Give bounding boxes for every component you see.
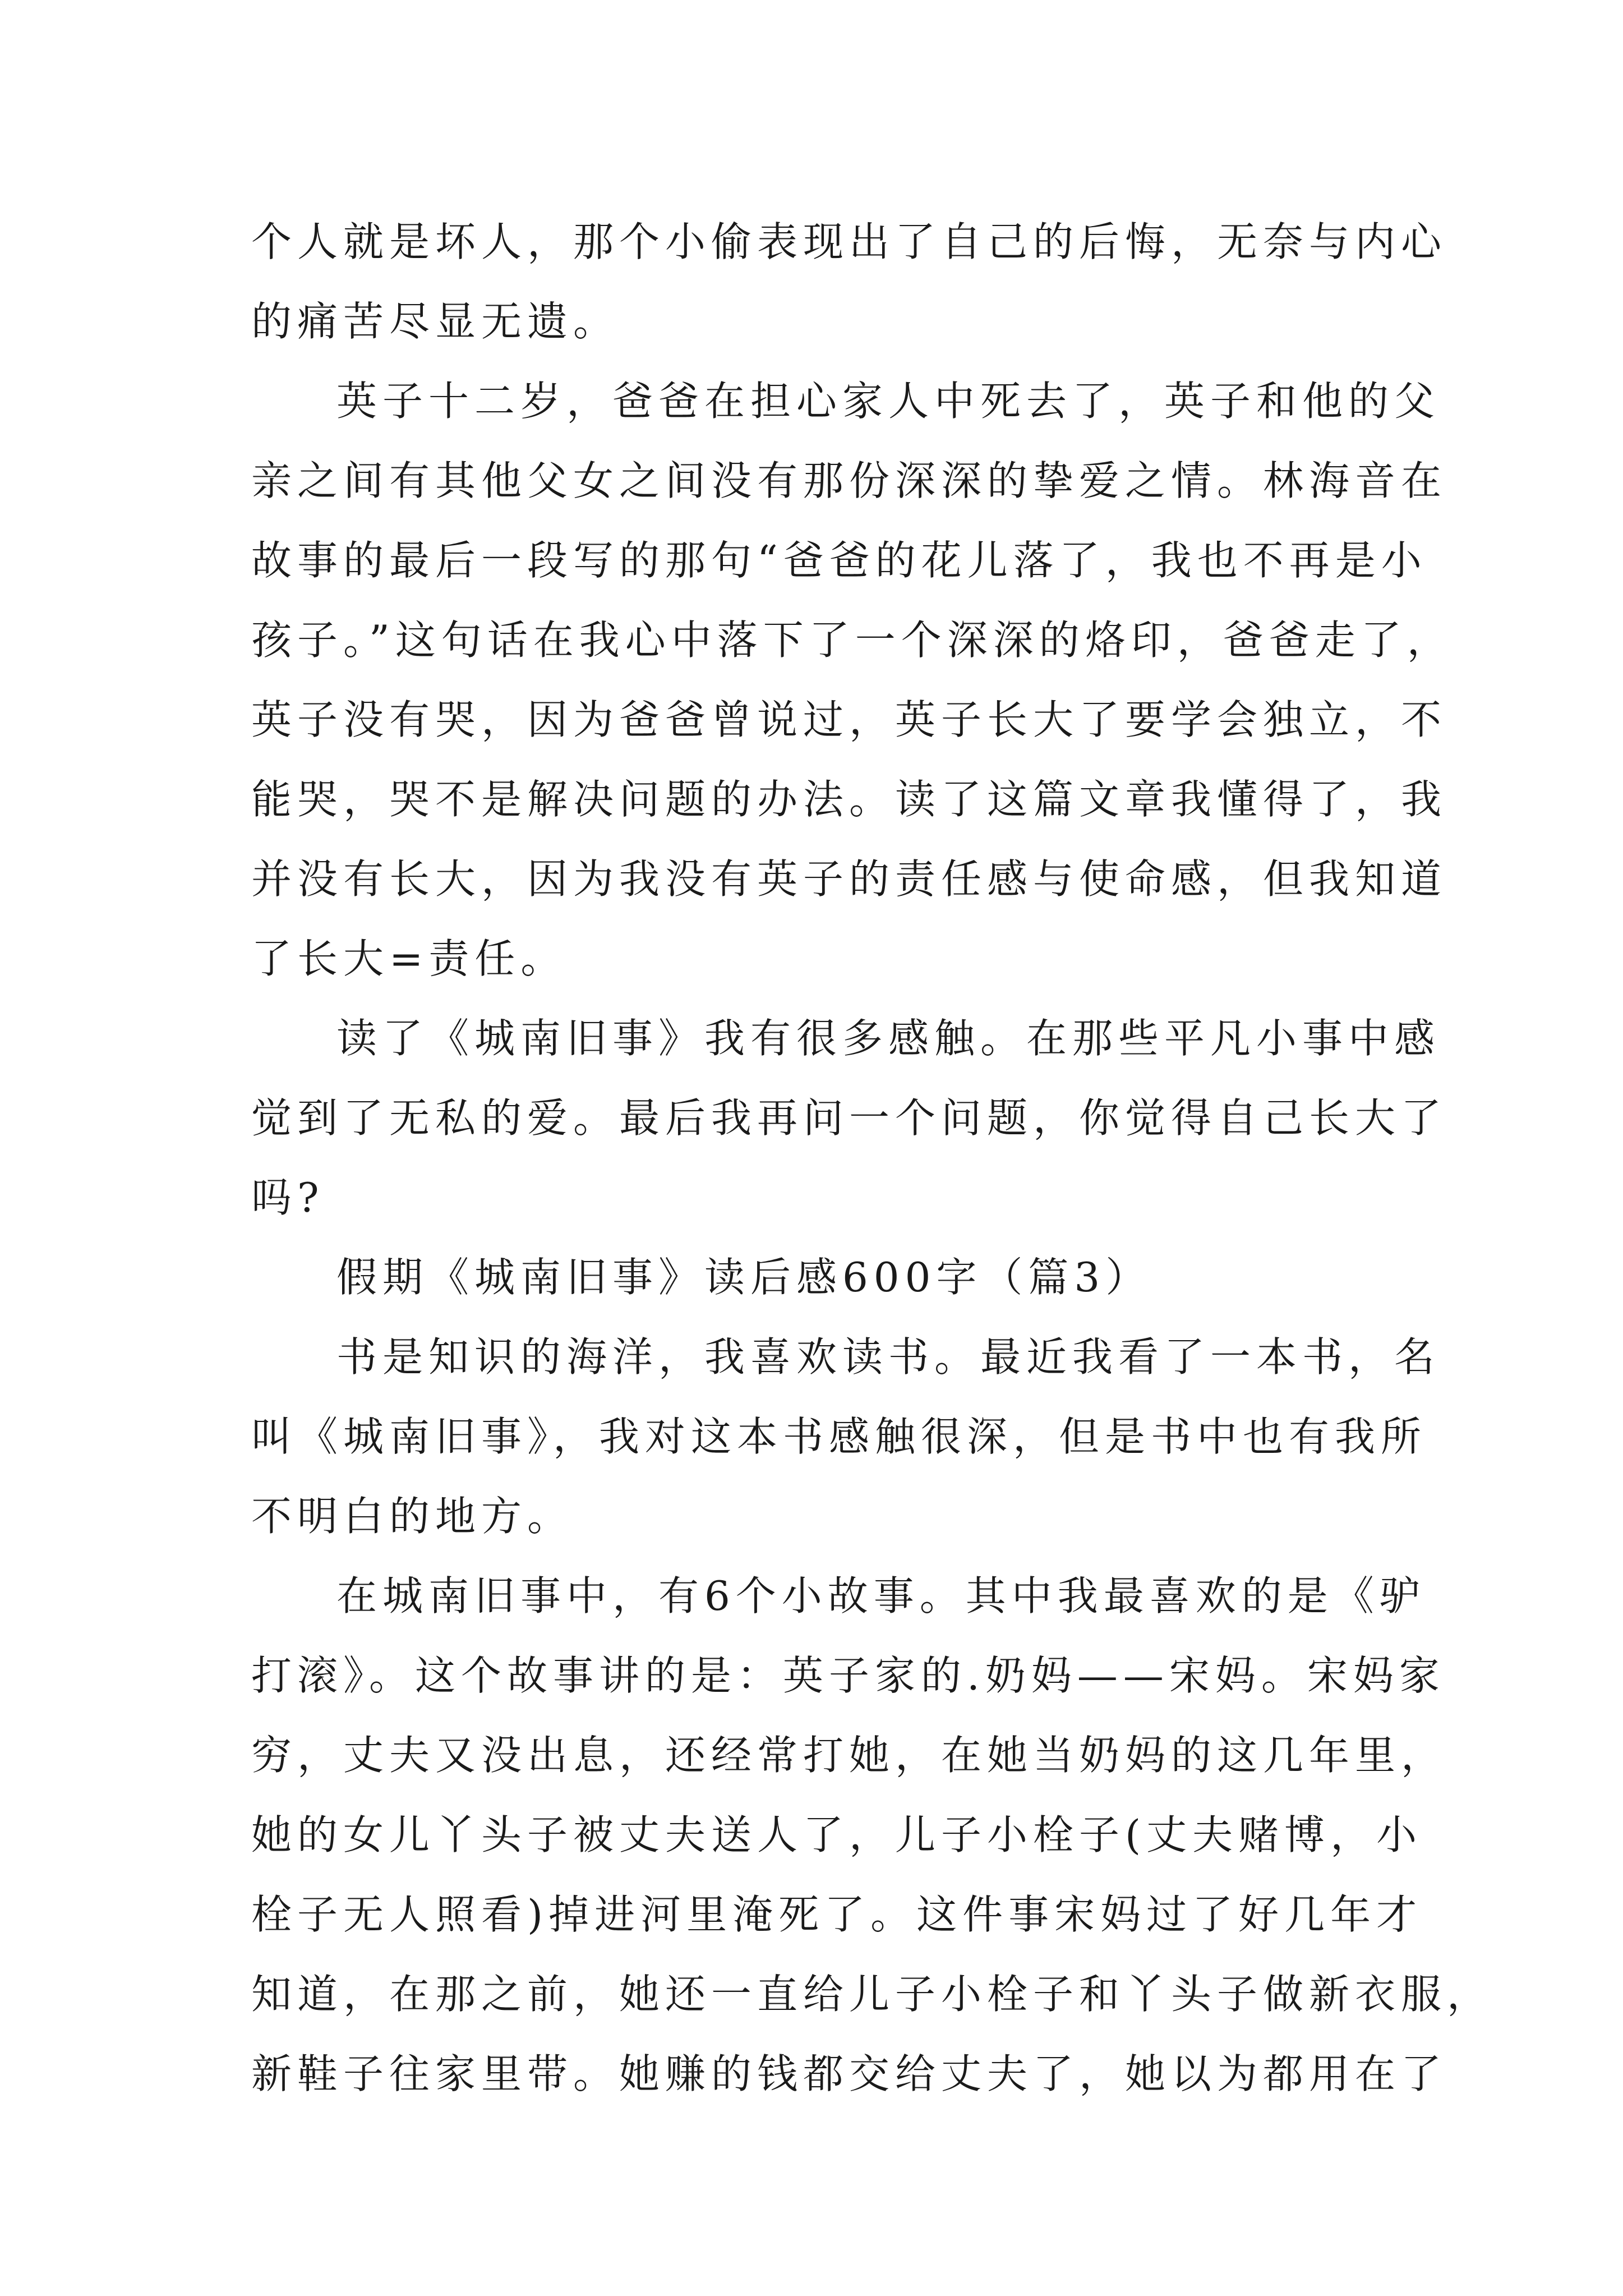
text-line: 栓子无人照看)掉进河里淹死了。这件事宋妈过了好几年才 <box>251 1891 1423 1938</box>
text-line: 叫《城南旧事》，我对这本书感触很深，但是书中也有我所 <box>251 1413 1427 1460</box>
text-line: 了长大=责任。 <box>251 935 567 982</box>
text-line: 能哭，哭不是解决问题的办法。读了这篇文章我懂得了，我 <box>251 776 1447 823</box>
text-line: 知道，在那之前，她还一直给儿子小栓子和丫头子做新衣服， <box>251 1971 1493 2018</box>
paragraph-start-line: 书是知识的海洋，我喜欢读书。最近我看了一本书，名 <box>336 1333 1441 1381</box>
text-line: 打滚》。这个故事讲的是：英子家的.奶妈——宋妈。宋妈家 <box>251 1652 1445 1699</box>
document-page <box>251 202 1493 2114</box>
text-line: 亲之间有其他父女之间没有那份深深的挚爱之情。林海音在 <box>251 457 1447 504</box>
section-heading: 假期《城南旧事》读后感600字（篇3） <box>336 1254 1152 1301</box>
paragraph-start-line: 读了《城南旧事》我有很多感触。在那些平凡小事中感 <box>336 1015 1441 1062</box>
text-line: 的痛苦尽显无遗。 <box>251 298 620 345</box>
text-line: 孩子。”这句话在我心中落下了一个深深的烙印，爸爸走了， <box>251 616 1453 664</box>
text-line: 故事的最后一段写的那句“爸爸的花儿落了，我也不再是小 <box>251 537 1427 584</box>
text-line: 吗? <box>251 1174 325 1221</box>
text-line: 个人就是坏人，那个小偷表现出了自己的后悔，无奈与内心 <box>251 218 1447 265</box>
text-line: 穷，丈夫又没出息，还经常打她，在她当奶妈的这几年里， <box>251 1732 1447 1779</box>
paragraph-start-line: 在城南旧事中，有6个小故事。其中我最喜欢的是《驴 <box>336 1572 1426 1619</box>
paragraph-start-line: 英子十二岁，爸爸在担心家人中死去了，英子和他的父 <box>336 378 1441 425</box>
text-line: 不明白的地方。 <box>251 1493 574 1540</box>
text-line: 新鞋子往家里带。她赚的钱都交给丈夫了，她以为都用在了 <box>251 2050 1447 2097</box>
text-line: 并没有长大，因为我没有英子的责任感与使命感，但我知道 <box>251 855 1447 903</box>
text-line: 觉到了无私的爱。最后我再问一个问题，你觉得自己长大了 <box>251 1094 1447 1142</box>
text-line: 她的女儿丫头子被丈夫送人了，儿子小栓子(丈夫赌博，小 <box>251 1811 1423 1858</box>
text-line: 英子没有哭，因为爸爸曾说过，英子长大了要学会独立，不 <box>251 696 1447 743</box>
